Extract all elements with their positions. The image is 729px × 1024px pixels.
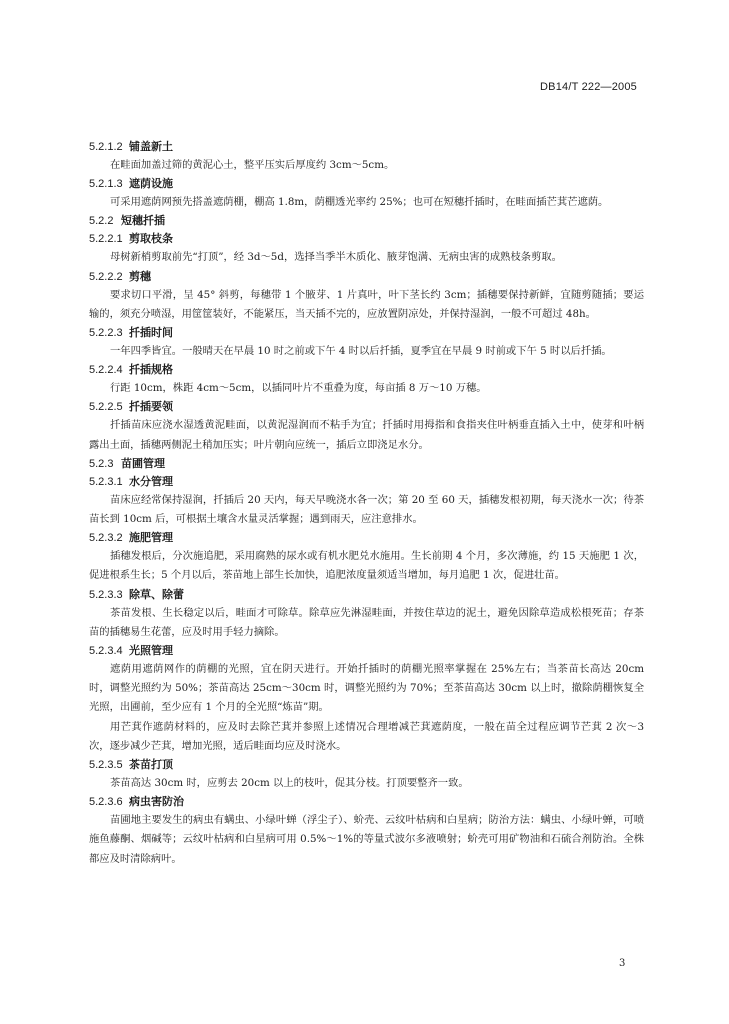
section-title: 遮荫设施 bbox=[129, 178, 173, 191]
paragraph: 在畦面加盖过筛的黄泥心土，整平压实后厚度约 3cm～5cm。 bbox=[110, 159, 395, 171]
paragraph: 可采用遮荫网预先搭盖遮荫棚，棚高 1.8m，荫棚透光率约 25%；也可在短穗扦插时，在畦面插芒萁芒遮荫。 bbox=[110, 196, 609, 209]
section-title: 除草、除蕾 bbox=[129, 588, 184, 601]
section-heading bbox=[89, 756, 644, 774]
section-number: 5.2.3 bbox=[89, 457, 114, 470]
section-heading bbox=[89, 586, 644, 604]
paragraph: 一年四季皆宜。一般晴天在早晨 10 时之前或下午 4 时以后扦插，夏季宜在早晨 9 时前或下午 5 时以后扦插。 bbox=[110, 345, 612, 358]
section-title: 茶苗打顶 bbox=[129, 759, 173, 772]
paragraph: 茶苗高达 30cm 时，应剪去 20cm 以上的枝叶，促其分枝。打顶要整齐一致。 bbox=[110, 777, 469, 790]
section-title: 剪取枝条 bbox=[129, 233, 173, 246]
section-title: 剪穗 bbox=[129, 270, 151, 283]
section-number: 5.2.2 bbox=[89, 215, 114, 228]
section-title: 施肥管理 bbox=[129, 532, 173, 545]
section-number: 5.2.2.5 bbox=[89, 401, 123, 414]
section-number: 5.2.2.1 bbox=[89, 233, 123, 246]
section-number: 5.2.3.2 bbox=[89, 532, 123, 545]
section-number: 5.2.3.6 bbox=[89, 796, 123, 809]
section-number: 5.2.2.3 bbox=[89, 327, 123, 340]
section-heading bbox=[89, 361, 644, 379]
section-title: 苗圃管理 bbox=[121, 457, 165, 470]
document-body bbox=[89, 138, 644, 869]
paragraph: 遮荫用遮荫网作的荫棚的光照，宜在阴天进行。开始扦插时的荫棚光照率掌握在 25%左右；当茶苗长高达 20cm 时，调整光照约为 50%；茶苗高达 25cm～30cm 时，调整光照约为 70%；至茶苗高达 30cm 以上时，撤除荫棚恢复全光照，出圃前，至少应有 1 个月的全光照“炼苗”期。 bbox=[89, 663, 644, 714]
section-title: 铺盖新土 bbox=[129, 141, 173, 153]
section-title: 扦插规格 bbox=[129, 364, 173, 377]
section-number: 5.2.3.4 bbox=[89, 645, 123, 658]
section-title: 扦插时间 bbox=[129, 327, 173, 340]
section-title: 短穗扦插 bbox=[121, 215, 165, 228]
paragraph: 行距 10cm，株距 4cm～5cm，以插同叶片不重叠为度，每亩插 8 万～10 万穗。 bbox=[110, 382, 487, 395]
paragraph: 用芒萁作遮荫材料的，应及时去除芒萁并参照上述情况合理增减芒萁遮荫度，一般在苗全过程应调节芒萁 2 次～3 次，逐步减少芒萁，增加光照，适后畦面均应及时浇水。 bbox=[89, 720, 644, 752]
section-title: 光照管理 bbox=[129, 645, 173, 658]
section-number: 5.2.1.3 bbox=[89, 178, 123, 191]
page-number: 3 bbox=[619, 958, 626, 969]
section-number: 5.2.3.5 bbox=[89, 759, 123, 772]
section-number: 5.2.2.2 bbox=[89, 270, 123, 283]
paragraph: 母树新梢剪取前先“打顶”，经 3d～5d，选择当季半木质化、腋芽饱满、无病虫害的成熟枝条剪取。 bbox=[110, 251, 562, 264]
section-heading bbox=[89, 473, 644, 491]
section-title: 病虫害防治 bbox=[129, 796, 184, 809]
section-number: 5.2.2.4 bbox=[89, 364, 123, 377]
section-number: 5.2.1.2 bbox=[89, 141, 123, 153]
section-heading bbox=[89, 230, 644, 248]
section-heading bbox=[89, 175, 644, 193]
section-number: 5.2.3.3 bbox=[89, 588, 123, 601]
section-title: 扦插要领 bbox=[129, 401, 173, 414]
section-heading bbox=[89, 138, 644, 156]
paragraph: 茶苗发根、生长稳定以后，畦面才可除草。除草应先淋湿畦面，并按住草边的泥土，避免因除草造成松根死苗；存茶苗的插穗易生花蕾，应及时用手轻力摘除。 bbox=[89, 606, 644, 638]
paragraph: 要求切口平滑，呈 45° 斜剪，每穗带 1 个腋芽、1 片真叶，叶下茎长约 3cm；插穗要保持新鲜，宜随剪随插；要运输的，须充分喷湿，用筐筐装好，不能紧压，当天插不完的，应放置阴凉处，并保持湿润，一般不可超过 48h。 bbox=[89, 288, 644, 320]
section-heading bbox=[89, 642, 644, 660]
section-heading bbox=[89, 398, 644, 416]
section-title: 水分管理 bbox=[129, 475, 173, 488]
section-heading bbox=[89, 455, 644, 473]
section-heading bbox=[89, 793, 644, 811]
paragraph: 苗圃地主要发生的病虫有螨虫、小绿叶蝉（浮尘子）、蚧壳、云纹叶枯病和白星病；防治方法：螨虫、小绿叶蝉，可喷施鱼藤酮、烟碱等；云纹叶枯病和白星病可用 0.5%～1%的等量式波尔多液喷射；蚧壳可用矿物油和石硫合剂防治。全株都应及时清除病叶。 bbox=[89, 814, 644, 865]
paragraph: 苗床应经常保持湿润，扦插后 20 天内，每天早晚浇水各一次；第 20 至 60 天，插穗发根初期，每天浇水一次；待茶苗长到 10cm 后，可根据土壤含水量灵活掌握；遇到雨天，应注意排水。 bbox=[89, 493, 644, 526]
paragraph: 插穗发根后，分次施追肥，采用腐熟的尿水或有机水肥兑水施用。生长前期 4 个月，多次薄施，约 15 天施肥 1 次，促进根系生长；5 个月以后，茶苗地上部生长加快，追肥浓度量须适当增加，每月追肥 1 次，促进壮苗。 bbox=[89, 550, 644, 582]
section-heading bbox=[89, 268, 644, 286]
section-heading bbox=[89, 212, 644, 230]
section-heading bbox=[89, 324, 644, 342]
section-heading bbox=[89, 529, 644, 547]
paragraph: 扦插苗床应浇水湿透黄泥畦面，以黄泥湿润而不粘手为宜；扦插时用拇指和食指夹住叶柄垂直插入土中，使芽和叶柄露出土面，插穗两侧泥土稍加压实；叶片朝向应统一，插后立即浇足水分。 bbox=[89, 419, 644, 451]
section-number: 5.2.3.1 bbox=[89, 475, 123, 488]
document-code: DB14/T 222—2005 bbox=[540, 81, 637, 93]
